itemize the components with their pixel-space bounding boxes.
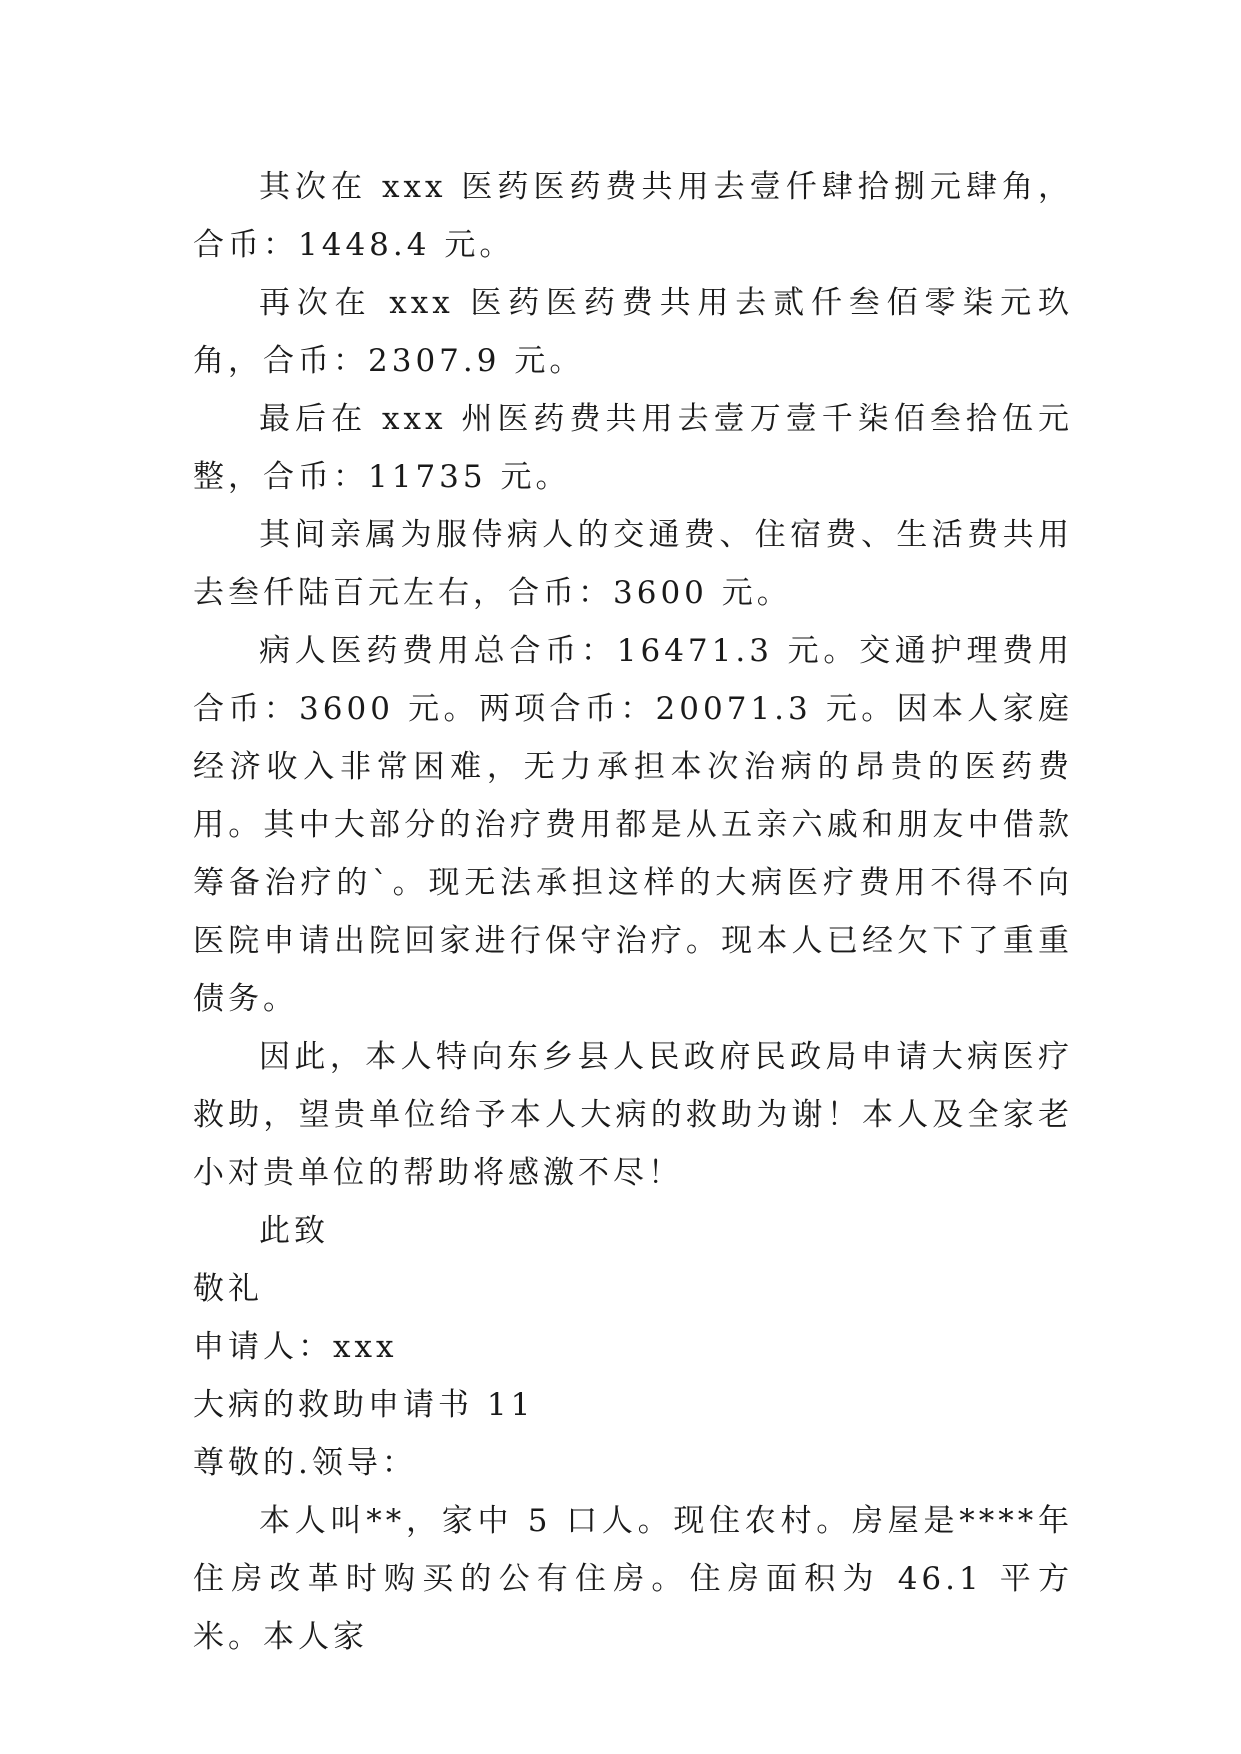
document-body [193,158,1073,1666]
paragraph-expense-final: 最后在 xxx 州医药费共用去壹万壹千柒佰叁拾伍元整，合币：11735 元。 [193,401,1073,495]
closing-jingli: 敬礼 [193,1271,263,1307]
paragraph-introduction: 本人叫**，家中 5 口人。现住农村。房屋是****年住房改革时购买的公有住房。住房面积为 46.1 平方米。本人家 [193,1503,1073,1655]
section-title: 大病的救助申请书 11 [193,1387,535,1423]
paragraph-cizhi: 此致 [259,1213,329,1249]
paragraph-expense-third: 再次在 xxx 医药医药费共用去贰仟叁佰零柒元玖角，合币：2307.9 元。 [193,285,1073,379]
paragraph-total-expenses: 病人医药费用总合币：16471.3 元。交通护理费用合币：3600 元。两项合币：20071.3 元。因本人家庭经济收入非常困难，无力承担本次治病的昂贵的医药费用。其中大部分的治疗费用都是从五亲六戚和朋友中借款筹备治疗的`。现无法承担这样的大病医疗费用不得不向医院申请出院回家进行保守治疗。现本人已经欠下了重重债务。 [193,633,1073,1017]
applicant-line: 申请人：xxx [193,1329,398,1365]
paragraph-family-expenses: 其间亲属为服侍病人的交通费、住宿费、生活费共用去叁仟陆百元左右，合币：3600 元。 [193,517,1073,611]
salutation: 尊敬的.领导： [193,1445,417,1481]
paragraph-expense-second: 其次在 xxx 医药医药费共用去壹仟肆拾捌元肆角，合币：1448.4 元。 [193,169,1073,263]
paragraph-request: 因此，本人特向东乡县人民政府民政局申请大病医疗救助，望贵单位给予本人大病的救助为谢！本人及全家老小对贵单位的帮助将感激不尽！ [193,1039,1073,1191]
